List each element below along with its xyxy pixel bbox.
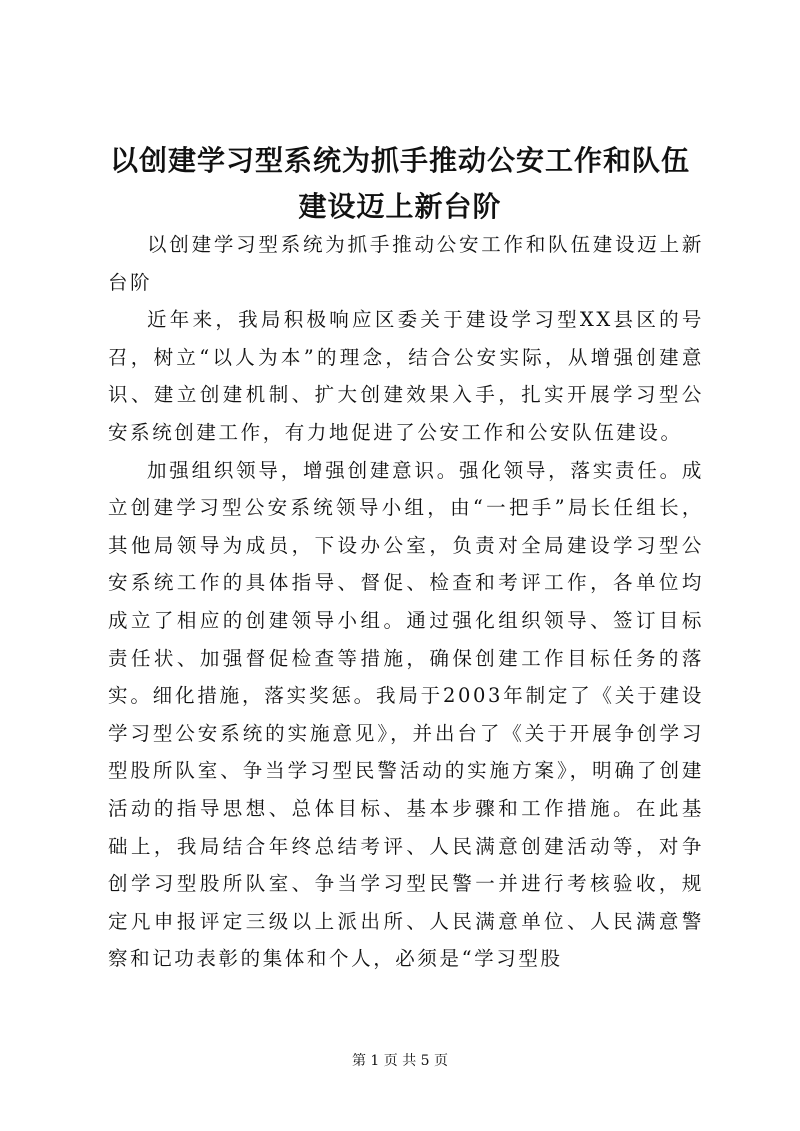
document-body xyxy=(108,226,704,978)
paragraph-intro: 近年来，我局积极响应区委关于建设学习型XX县区的号召，树立“以人为本”的理念，结合公安实际，从增强创建意识、建立创建机制、扩大创建效果入手，扎实开展学习型公安系统创建工作，有力地促进了公安工作和公安队伍建设。 xyxy=(108,308,704,444)
paragraph-leadership: 加强组织领导，增强创建意识。强化领导，落实责任。成立创建学习型公安系统领导小组，由“一把手”局长任组长，其他局领导为成员，下设办公室，负责对全局建设学习型公安系统工作的具体指导、督促、检查和考评工作，各单位均成立了相应的创建领导小组。通过强化组织领导、签订目标责任状、加强督促检查等措施，确保创建工作目标任务的落实。细化措施，落实奖惩。我局于2003年制定了《关于建设学习型公安系统的实施意见》，并出台了《关于开展争创学习型股所队室、争当学习型民警活动的实施方案》，明确了创建活动的指导思想、总体目标、基本步骤和工作措施。在此基础上，我局结合年终总结考评、人民满意创建活动等，对争创学习型股所队室、争当学习型民警一并进行考核验收，规定凡申报评定三级以上派出所、人民满意单位、人民满意警察和记功表彰的集体和个人，必须是“学习型股 xyxy=(108,458,704,971)
document-title: 以创建学习型系统为抓手推动公安工作和队伍建设迈上新台阶 xyxy=(109,144,690,223)
paragraph-subtitle: 以创建学习型系统为抓手推动公安工作和队伍建设迈上新台阶 xyxy=(108,233,704,294)
page-footer: 第 1 页 共 5 页 xyxy=(351,1053,449,1069)
